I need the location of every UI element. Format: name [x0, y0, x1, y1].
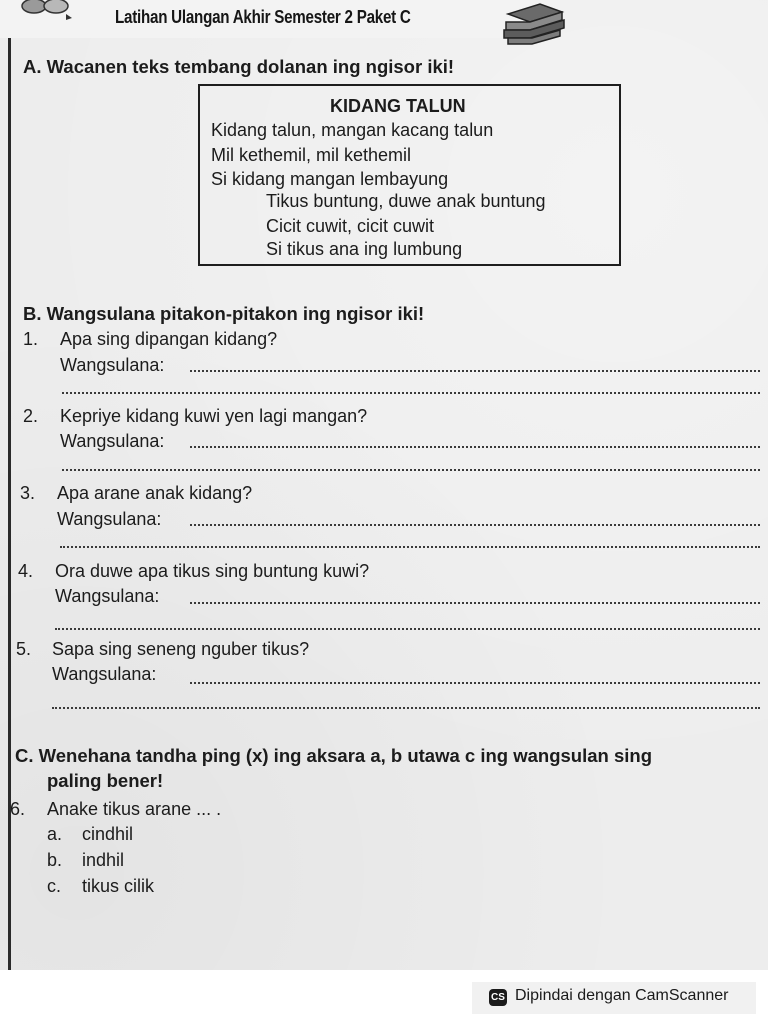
poem-title: KIDANG TALUN [330, 96, 466, 116]
answer-label: Wangsulana: [57, 509, 162, 529]
question-number: 3. [20, 483, 36, 503]
answer-label: Wangsulana: [52, 664, 157, 684]
books-icon [500, 0, 570, 46]
camscanner-icon: CS [489, 989, 507, 1006]
question-number: 4. [18, 561, 34, 581]
answer-line[interactable] [52, 707, 760, 709]
answer-label: Wangsulana: [60, 355, 165, 375]
camscanner-label: Dipindai dengan CamScanner [515, 987, 729, 1004]
question-text: Anake tikus arane ... . [47, 799, 222, 819]
option-letter[interactable]: c. [47, 876, 62, 896]
question-number: 6. [10, 799, 26, 819]
answer-line[interactable] [190, 524, 760, 526]
option-text: cindhil [82, 824, 134, 844]
answer-line[interactable] [190, 370, 760, 372]
answer-line[interactable] [190, 602, 760, 604]
question-number: 1. [23, 329, 39, 349]
page-left-edge [8, 0, 11, 970]
option-letter[interactable]: a. [47, 824, 63, 844]
option-letter[interactable]: b. [47, 850, 63, 870]
section-c-heading: C. Wenehana tandha ping (x) ing aksara a, b utawa c ing wangsulan sing [15, 745, 652, 766]
answer-line[interactable] [62, 469, 760, 471]
question-number: 2. [23, 406, 39, 426]
answer-line[interactable] [190, 682, 760, 684]
option-text: indhil [82, 850, 125, 870]
poem-line: Mil kethemil, mil kethemil [211, 145, 412, 165]
answer-line[interactable] [190, 446, 760, 448]
header-decoration-icon [20, 0, 75, 22]
page-title: Latihan Ulangan Akhir Semester 2 Paket C [115, 6, 411, 27]
answer-label: Wangsulana: [55, 586, 160, 606]
question-text: Kepriye kidang kuwi yen lagi mangan? [60, 406, 368, 426]
section-a-heading: A. Wacanen teks tembang dolanan ing ngisor iki! [23, 56, 455, 77]
question-number: 5. [16, 639, 32, 659]
option-text: tikus cilik [82, 876, 155, 896]
question-text: Ora duwe apa tikus sing buntung kuwi? [55, 561, 370, 581]
poem-line: Si kidang mangan lembayung [211, 169, 449, 189]
question-text: Sapa sing seneng nguber tikus? [52, 639, 310, 659]
section-b-heading: B. Wangsulana pitakon-pitakon ing ngisor iki! [23, 303, 425, 324]
poem-line: Kidang talun, mangan kacang talun [211, 120, 494, 140]
answer-line[interactable] [60, 546, 760, 548]
poem-line: Si tikus ana ing lumbung [266, 239, 463, 259]
question-text: Apa sing dipangan kidang? [60, 329, 278, 349]
answer-line[interactable] [62, 392, 760, 394]
poem-line: Cicit cuwit, cicit cuwit [266, 216, 435, 236]
section-c-heading-line2: paling bener! [47, 770, 164, 791]
poem-line: Tikus buntung, duwe anak buntung [266, 191, 546, 211]
answer-line[interactable] [55, 628, 760, 630]
question-text: Apa arane anak kidang? [57, 483, 253, 503]
answer-label: Wangsulana: [60, 431, 165, 451]
